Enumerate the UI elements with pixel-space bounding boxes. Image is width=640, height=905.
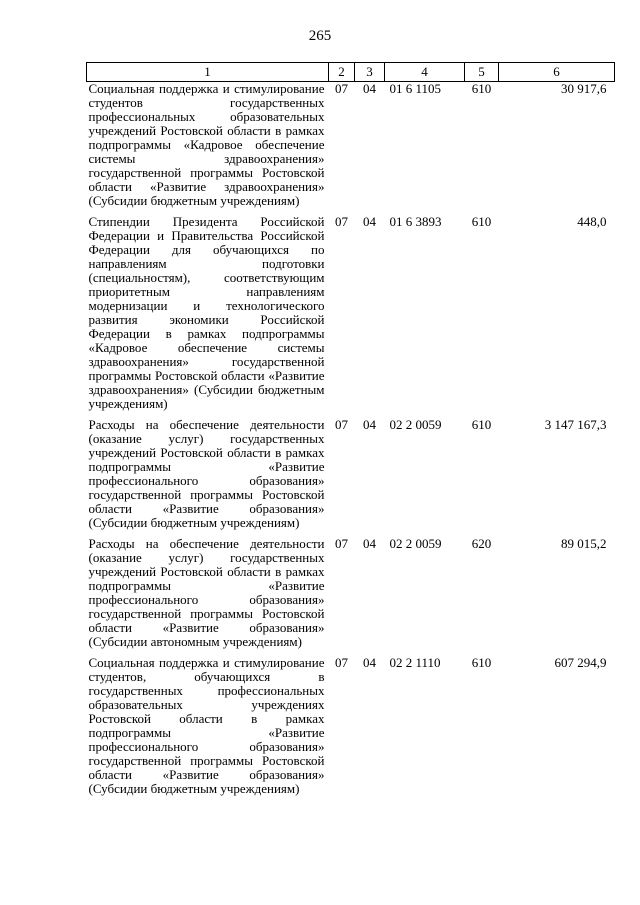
table-row [87, 418, 615, 537]
row-target-article: 01 6 3893 [389, 214, 442, 229]
row-target-article: 02 2 0059 [389, 417, 442, 432]
table-header [87, 63, 615, 82]
row-target-article: 02 2 1110 [389, 655, 441, 670]
table-row [87, 537, 615, 656]
row-description: Социальная поддержка и стимулирование студентов государственных профессиональных образовательных учреждений Ростовской области в рамках подпрограммы «Кадровое обеспечение системы здравоохранения» государственной программы Ростовской области «Развитие здравоохранения» (Субсидии бюджетным учреждениям) [88, 81, 325, 208]
row-expense-type: 610 [471, 81, 492, 96]
row-subsection-code: 04 [363, 214, 376, 229]
row-expense-type: 610 [471, 417, 492, 432]
row-section-code: 07 [335, 417, 348, 432]
row-section-code: 07 [335, 81, 348, 96]
page-number: 265 [308, 28, 332, 44]
header-row [87, 63, 615, 82]
row-subsection-code: 04 [363, 536, 376, 551]
row-subsection-code: 04 [363, 655, 376, 670]
header-col-2: 2 [329, 63, 355, 82]
row-subsection-code: 04 [363, 81, 376, 96]
table-row [87, 656, 615, 803]
header-col-6: 6 [499, 63, 615, 82]
row-section-code: 07 [335, 214, 348, 229]
row-expense-type: 610 [471, 655, 492, 670]
row-section-code: 07 [335, 536, 348, 551]
row-amount: 448,0 [577, 214, 607, 229]
row-subsection-code: 04 [363, 417, 376, 432]
row-expense-type: 620 [471, 536, 492, 551]
row-description: Расходы на обеспечение деятельности (оказание услуг) государственных учреждений Ростовской области в рамках подпрограммы «Развитие профессионального образования» государственной программы Ростовской области «Развитие образования» (Субсидии бюджетным учреждениям) [88, 417, 325, 530]
row-description: Стипендии Президента Российской Федерации и Правительства Российской Федерации для обучающихся по направлениям подготовки (специальностям), соответствующим приоритетным направлениям модернизации и технологического развития экономики Российской Федерации в рамках подпрограммы «Кадровое обеспечение системы здравоохранения» государственной программы Ростовской области «Развитие здравоохранения» (Субсидии бюджетным учреждениям) [88, 214, 325, 411]
header-col-5: 5 [465, 63, 499, 82]
row-section-code: 07 [335, 655, 348, 670]
row-expense-type: 610 [471, 214, 492, 229]
budget-table [86, 62, 615, 803]
row-target-article: 02 2 0059 [389, 536, 442, 551]
header-col-3: 3 [355, 63, 385, 82]
row-description: Социальная поддержка и стимулирование студентов, обучающихся в государственных профессиональных образовательных учреждениях Ростовской области в рамках подпрограммы «Развитие профессионального образования» государственной программы Ростовской области «Развитие образования» (Субсидии бюджетным учреждениям) [88, 655, 325, 796]
table-row [87, 215, 615, 418]
table-row [87, 82, 615, 216]
header-col-1: 1 [87, 63, 329, 82]
header-col-4: 4 [385, 63, 465, 82]
row-description: Расходы на обеспечение деятельности (оказание услуг) государственных учреждений Ростовской области в рамках подпрограммы «Развитие профессионального образования» государственной программы Ростовской области «Развитие образования» (Субсидии автономным учреждениям) [88, 536, 325, 649]
row-amount: 30 917,6 [561, 81, 607, 96]
row-amount: 3 147 167,3 [544, 417, 607, 432]
table-body [87, 82, 615, 804]
row-target-article: 01 6 1105 [389, 81, 442, 96]
row-amount: 607 294,9 [554, 655, 607, 670]
row-amount: 89 015,2 [561, 536, 607, 551]
